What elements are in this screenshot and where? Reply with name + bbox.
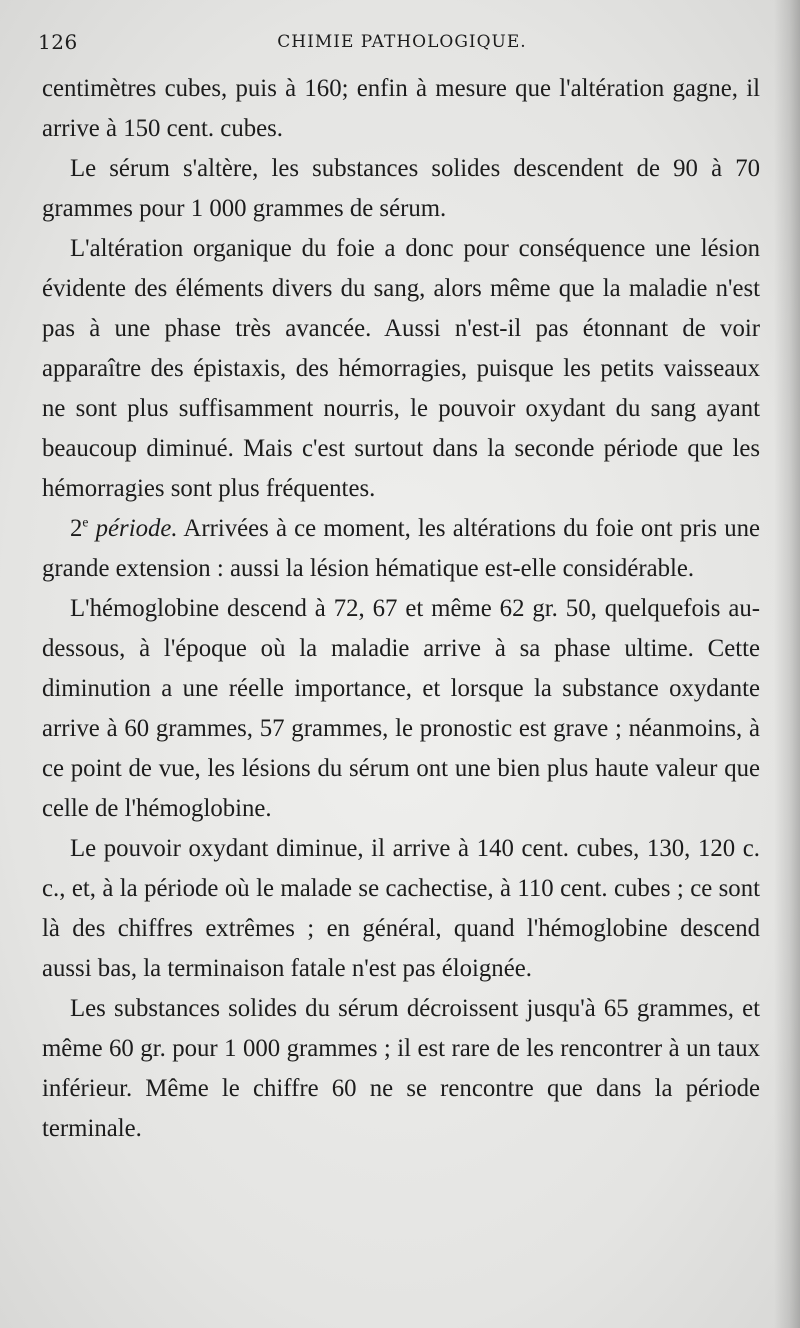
paragraph-continuation: centimètres cubes, puis à 160; enfin à mesure que l'altération gagne, il arrive à 150 cent. cubes. <box>42 75 760 142</box>
page-header <box>38 30 758 62</box>
paragraph-second-period <box>42 509 760 589</box>
paragraph-serum: Le sérum s'altère, les substances solides descendent de 90 à 70 grammes pour 1 000 grammes de sérum. <box>42 155 760 222</box>
paragraph-alteration: L'altération organique du foie a donc pour conséquence une lésion évidente des éléments divers du sang, alors même que la maladie n'est pas à une phase très avancée. Aussi n'est-il pas étonnant de voir apparaître des épistaxis, des hémorragies, puisque les petits vaisseaux ne sont plus suffisamment nourris, le pouvoir oxydant du sang ayant beaucoup diminué. Mais c'est surtout dans la seconde période que les hémorragies sont plus fréquentes. <box>42 235 760 502</box>
period-text: Arrivées à ce moment, les altérations du foie ont pris une grande extension : aussi la lésion hématique est-elle considérable. <box>42 515 760 582</box>
body-text <box>42 69 760 1149</box>
period-label: période. <box>95 515 178 542</box>
page-number: 126 <box>38 30 78 54</box>
paragraph-hemoglobin: L'hémoglobine descend à 72, 67 et même 62 gr. 50, quelquefois au-dessous, à l'époque où la maladie arrive à sa phase ultime. Cette diminution a une réelle importance, et lorsque la substance oxydante arrive à 60 grammes, 57 grammes, le pronostic est grave ; néanmoins, à ce point de vue, les lésions du sérum ont une bien plus haute valeur que celle de l'hémoglobine. <box>42 595 760 822</box>
binding-shadow <box>774 0 800 1328</box>
paragraph-oxidizing-power: Le pouvoir oxydant diminue, il arrive à 140 cent. cubes, 130, 120 c. c., et, à la période où le malade se cachectise, à 110 cent. cubes ; ce sont là des chiffres extrêmes ; en général, quand l'hémoglobine descend aussi bas, la terminaison fatale n'est pas éloignée. <box>42 835 760 982</box>
period-superscript: e <box>82 514 89 530</box>
running-head: CHIMIE PATHOLOGIQUE. <box>277 32 527 52</box>
paragraph-solids: Les substances solides du sérum décroissent jusqu'à 65 grammes, et même 60 gr. pour 1 000 grammes ; il est rare de les rencontrer à un taux inférieur. Même le chiffre 60 ne se rencontre que dans la période terminale. <box>42 995 760 1142</box>
period-number: 2 <box>70 515 83 542</box>
